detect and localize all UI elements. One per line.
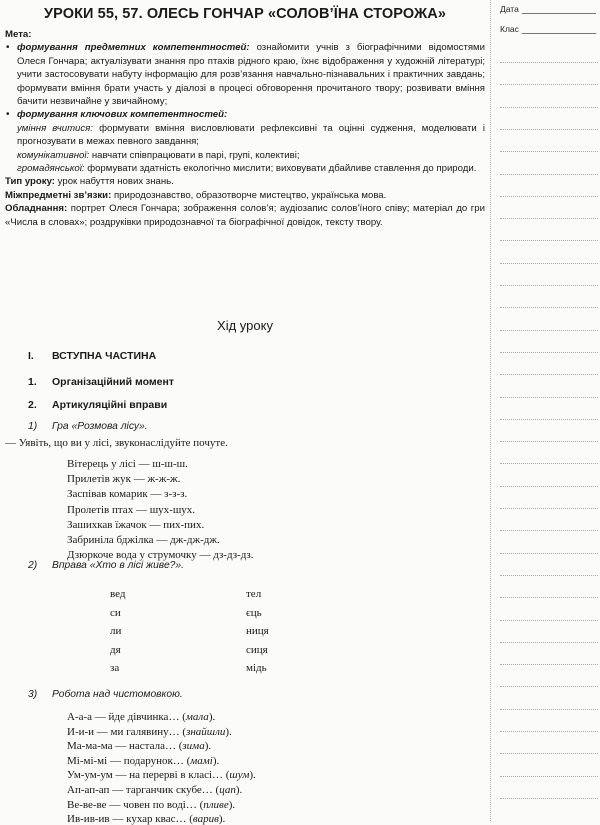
game-line: Вітерець у лісі — ш-ш-ш. bbox=[67, 458, 188, 470]
item-artic-num: 2. bbox=[28, 399, 37, 411]
tongue-line bbox=[67, 740, 211, 752]
note-line bbox=[500, 620, 598, 621]
tongue-text: И-и-и — ми галявину… ( bbox=[67, 725, 187, 738]
game-line: Заспівав комарик — з-з-з. bbox=[67, 488, 188, 501]
tongue-text: Ап-ап-ап — тарганчик скубе… ( bbox=[67, 784, 220, 796]
syllable-right: єць bbox=[246, 606, 262, 619]
tongue-text: Мі-мі-мі — подарунок… ( bbox=[67, 754, 191, 767]
item-org bbox=[28, 376, 174, 388]
note-line bbox=[500, 664, 598, 665]
tongue-text: А-а-а — йде дівчинка… ( bbox=[67, 711, 186, 723]
syllable-right: сиця bbox=[246, 643, 268, 656]
tongue-end: ). bbox=[228, 798, 236, 811]
notes-margin bbox=[490, 0, 600, 821]
goal-key-label: формування ключових компетентностей: bbox=[17, 109, 228, 121]
note-line bbox=[500, 218, 598, 219]
syllable-right: ниця bbox=[246, 625, 269, 637]
type-text: урок набуття нових знань. bbox=[57, 176, 174, 188]
game-num: 1) bbox=[28, 421, 38, 432]
section-intro-num: I. bbox=[28, 350, 34, 362]
note-line bbox=[500, 352, 598, 353]
note-line bbox=[500, 709, 598, 710]
key-competences bbox=[5, 122, 485, 176]
interdisciplinary bbox=[5, 189, 485, 202]
tongue-answer: пливе bbox=[203, 798, 229, 811]
tongue-line bbox=[67, 799, 235, 811]
class-field[interactable] bbox=[522, 33, 596, 34]
tongue-title: Робота над чистомовкою. bbox=[52, 689, 183, 700]
page-title: УРОКИ 55, 57. ОЛЕСЬ ГОНЧАР «СОЛОВ’ЇНА СТОРОЖА» bbox=[44, 6, 446, 22]
comm-label: комунікативної: bbox=[17, 149, 90, 161]
section-intro bbox=[28, 350, 156, 362]
note-line bbox=[500, 330, 598, 331]
note-line bbox=[500, 263, 598, 264]
comm-text: навчати співпрацювати в парі, групі, колективі; bbox=[91, 149, 300, 161]
class-label: Клас bbox=[500, 24, 519, 34]
tongue-answer: шум bbox=[229, 769, 250, 782]
tongue-answer: знайшли bbox=[186, 725, 226, 738]
tongue-answer: мала bbox=[185, 711, 209, 723]
tongue-line bbox=[67, 711, 215, 723]
equipment bbox=[5, 202, 485, 229]
tongue-answer: зима bbox=[182, 740, 205, 753]
game-heading bbox=[28, 421, 148, 432]
civic-label: громадянської: bbox=[17, 163, 85, 175]
tongue-answer: цап bbox=[219, 784, 236, 796]
game-line: Прилетів жук — ж-ж-ж. bbox=[67, 473, 181, 486]
lesson-type bbox=[5, 175, 485, 188]
note-line bbox=[500, 151, 598, 152]
note-line bbox=[500, 731, 598, 732]
lesson-heading: Хід уроку bbox=[217, 318, 273, 333]
goals-list bbox=[5, 41, 485, 121]
note-line bbox=[500, 486, 598, 487]
note-line bbox=[500, 419, 598, 420]
syllable-left: ли bbox=[110, 625, 122, 637]
equip-label: Обладнання: bbox=[5, 203, 68, 215]
tongue-end: ). bbox=[225, 725, 232, 738]
section-intro-title: ВСТУПНА ЧАСТИНА bbox=[52, 350, 157, 362]
tongue-text: Ив-ив-ив — кухар квас… ( bbox=[67, 813, 193, 825]
item-artic bbox=[28, 399, 167, 411]
syllable-right: тел bbox=[246, 588, 262, 600]
exercise-title: Вправа «Хто в лісі живе?». bbox=[52, 560, 184, 571]
syllable-left: вед bbox=[110, 588, 126, 600]
goals-block bbox=[5, 28, 485, 229]
tongue-end: ). bbox=[204, 740, 212, 753]
exercise-num: 2) bbox=[28, 560, 38, 571]
item-artic-title: Артикуляційні вправи bbox=[52, 399, 168, 411]
game-line: Дзюркоче вода у струмочку — дз-дз-дз. bbox=[67, 549, 254, 562]
game-line: Пролетів птах — шух-шух. bbox=[67, 503, 196, 516]
equip-text: портрет Олеся Гончара; зображення солов’я; аудіозапис солов’їного співу; матеріал до гри «Числа в словах»; роздруківки природознавчої та біографічної довідок, тексту твору. bbox=[5, 203, 485, 228]
note-line bbox=[500, 776, 598, 777]
syllable-left: за bbox=[110, 662, 120, 674]
note-line bbox=[500, 397, 598, 398]
note-line bbox=[500, 530, 598, 531]
goal-key bbox=[17, 108, 485, 121]
civic-line bbox=[17, 162, 485, 175]
note-line bbox=[500, 62, 598, 63]
game-line: Зашихкав їжачок — пих-пих. bbox=[67, 518, 205, 531]
note-line bbox=[500, 463, 598, 464]
note-line bbox=[500, 84, 598, 85]
item-org-title: Організаційний момент bbox=[52, 376, 174, 388]
tongue-end: ). bbox=[208, 711, 216, 723]
date-field[interactable] bbox=[522, 13, 596, 14]
skill-line bbox=[17, 122, 485, 149]
note-line bbox=[500, 642, 598, 643]
comm-line bbox=[17, 149, 485, 162]
tongue-line bbox=[67, 813, 225, 825]
tongue-end: ). bbox=[235, 784, 243, 796]
syllable-right: мідь bbox=[246, 662, 267, 674]
inter-label: Міжпредметні зв’язки: bbox=[5, 189, 112, 201]
tongue-end: ). bbox=[218, 813, 226, 825]
tongue-text: Ум-ум-ум — на перерві в класі… ( bbox=[67, 769, 230, 782]
note-line bbox=[500, 753, 598, 754]
note-line bbox=[500, 686, 598, 687]
note-line bbox=[500, 508, 598, 509]
tongue-end: ). bbox=[249, 769, 256, 782]
tongue-line bbox=[67, 769, 256, 781]
tongue-line bbox=[67, 784, 242, 796]
note-line bbox=[500, 575, 598, 576]
tongue-heading bbox=[28, 689, 183, 700]
game-title: Гра «Розмова лісу». bbox=[52, 421, 148, 432]
tongue-line bbox=[67, 755, 219, 767]
tongue-answer: варив bbox=[192, 813, 219, 825]
note-line bbox=[500, 174, 598, 175]
tongue-text: Ма-ма-ма — настала… ( bbox=[67, 740, 183, 753]
syllable-left: дя bbox=[110, 643, 121, 656]
item-org-num: 1. bbox=[28, 376, 37, 388]
date-label: Дата bbox=[500, 4, 519, 14]
note-line bbox=[500, 307, 598, 308]
note-line bbox=[500, 553, 598, 554]
goal-subject bbox=[17, 41, 485, 108]
tongue-num: 3) bbox=[28, 689, 38, 700]
meta-label: Мета: bbox=[5, 29, 32, 40]
note-line bbox=[500, 129, 598, 130]
tongue-line bbox=[67, 726, 232, 738]
note-line bbox=[500, 240, 598, 241]
goal-subject-text: ознайомити учнів з біографічними відомостями Олеся Гончара; актуалізувати знання про птахів рідного краю, їхнє відображення у художній літературі; учити застосовувати набуту інформацію для розв’язання навчально-пізнавальних і практичних завдань; формувати вміння брати участь у діалозі в процесі обговорення прочитаного твору; розвивати вміння бачити незвичайне у звичайному; bbox=[17, 42, 486, 108]
exercise-heading bbox=[28, 560, 184, 571]
syllable-left: си bbox=[110, 606, 121, 619]
skill-text: формувати вміння висловлювати рефлексивні та оцінні судження, моделювати і прогнозувати в межах певного завдання; bbox=[17, 122, 485, 148]
note-line bbox=[500, 196, 598, 197]
note-line bbox=[500, 374, 598, 375]
inter-text: природознавство, образотворче мистецтво, українська мова. bbox=[113, 189, 387, 201]
tongue-answer: мамі bbox=[190, 754, 213, 767]
tongue-end: ). bbox=[212, 754, 220, 767]
game-line: Забриніла бджілка — дж-дж-дж. bbox=[67, 534, 220, 546]
skill-label: уміння вчитися: bbox=[17, 122, 93, 134]
note-line bbox=[500, 441, 598, 442]
note-line bbox=[500, 798, 598, 799]
note-line bbox=[500, 107, 598, 108]
tongue-text: Ве-ве-ве — човен по воді… ( bbox=[67, 798, 204, 811]
game-instruction: — Уявіть, що ви у лісі, звуконаслідуйте почуте. bbox=[5, 437, 228, 449]
note-line bbox=[500, 597, 598, 598]
note-line bbox=[500, 285, 598, 286]
goal-subject-label: формування предметних компетентностей: bbox=[17, 42, 250, 54]
civic-text: формувати здатність екологічно мислити; виховувати дбайливе ставлення до природи. bbox=[87, 163, 477, 175]
type-label: Тип уроку: bbox=[5, 176, 55, 188]
